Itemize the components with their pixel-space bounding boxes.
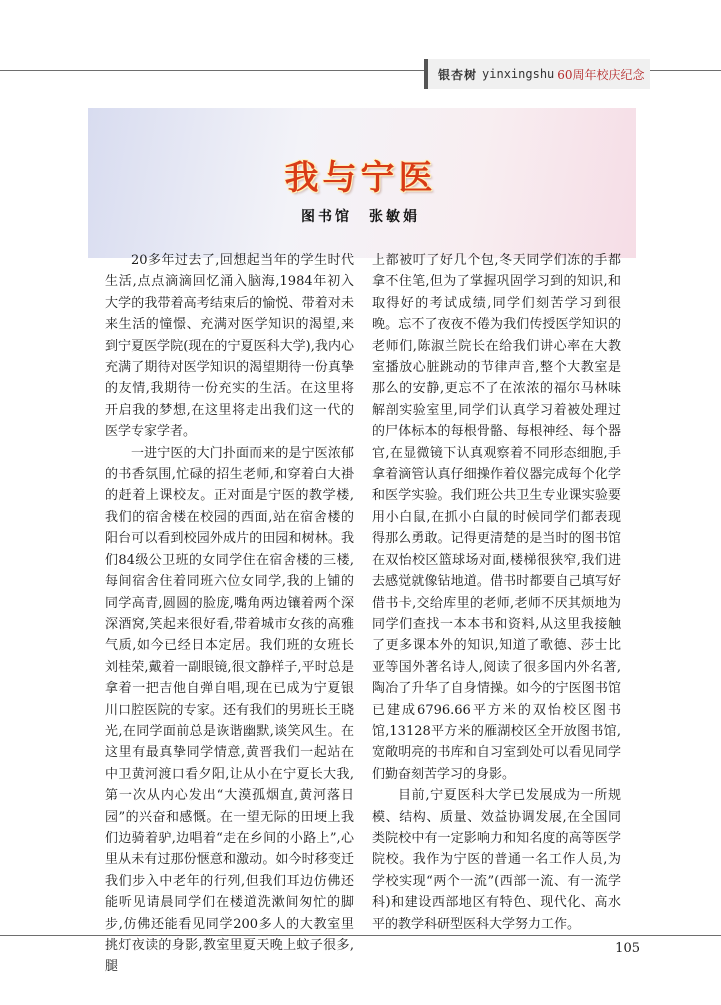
article-byline: 图书馆 张敏娟 bbox=[301, 209, 420, 225]
paragraph-continued: 上都被叮了好几个包,冬天同学们冻的手都拿不住笔,但为了掌握巩固学习到的知识,和取得好的考试成绩,同学们刻苦学习到很晚。忘不了夜夜不倦为我们传授医学知识的老师们,陈淑兰院长在给我们讲心率在大教室播放心脏跳动的节律声音,整个大教室是那么的安静,更忘不了在浓浓的福尔马林味解剖实验室里,同学们认真学习着被处理过的尸体标本的每根骨骼、每根神经、每个器官,在显微镜下认真观察着不同形态细胞,手拿着滴管认真仔细操作着仪器完成每个化学和医学实验。我们班公共卫生专业课实验要用小白鼠,在抓小白鼠的时候同学们都表现得那么勇敢。记得更清楚的是当时的图书馆在双怡校区篮球场对面,楼梯很狭窄,我们进去感觉就像钻地道。借书时都要自己填写好借书卡,交给库里的老师,老师不厌其烦地为同学们查找一本本书和资料,从这里我接触了更多课本外的知识,知道了歌德、莎士比亚等国外著名诗人,阅读了很多国内外名著,陶冶了升华了自身情操。如今的宁医图书馆已建成6796.66平方米的双怡校区图书馆,13128平方米的雁湖校区全开放图书馆,宽敞明亮的书库和自习室到处可以看见同学们勤奋刻苦学习的身影。 bbox=[372, 253, 621, 782]
article-title: 我与宁医 bbox=[284, 158, 437, 198]
footer-rule bbox=[0, 935, 721, 936]
header-journal-pinyin: yinxingshu bbox=[482, 67, 555, 81]
article-column-right bbox=[372, 250, 621, 935]
header-journal-name: 银杏树 bbox=[438, 67, 478, 82]
paragraph: 目前,宁夏医科大学已发展成为一所规模、结构、质量、效益协调发展,在全国同类院校中有一定影响力和知名度的高等医学院校。我作为宁医的普通一名工作人员,为学校实现“两个一流”(西部一流、有一流学科)和建设西部地区有特色、现代化、高水平的教学科研型医科大学努力工作。 bbox=[372, 788, 621, 932]
running-header bbox=[424, 59, 650, 89]
page-number: 105 bbox=[615, 941, 640, 956]
paragraph: 20多年过去了,回想起当年的学生时代生活,点点滴滴回忆涌入脑海,1984年初入大学的我带着高考结束后的愉悦、带着对未来生活的憧憬、充满对医学知识的渴望,来到宁夏医学院(现在的宁夏医科大学),我内心充满了期待对医学知识的渴望期待一份真挚的友情,我期待一份充实的生活。在这里将开启我的梦想,在这里将走出我们这一代的医学专家学者。 bbox=[105, 253, 354, 440]
article-column-left bbox=[105, 250, 354, 978]
header-anniversary: 60周年校庆纪念 bbox=[557, 67, 645, 82]
paragraph: 一进宁医的大门扑面而来的是宁医浓郁的书香氛围,忙碌的招生老师,和穿着白大褂的赶着上课校友。正对面是宁医的教学楼,我们的宿舍楼在校园的西面,站在宿舍楼的阳台可以看到校园外成片的田园和树林。我们84级公卫班的女同学住在宿舍楼的三楼,每间宿舍住着同班六位女同学,我的上铺的同学高青,圆圆的脸庞,嘴角两边镶着两个深深酒窝,笑起来很好看,带着城市女孩的高雅气质,如今已经日本定居。我们班的女班长刘桂荣,戴着一副眼镜,很文静样子,平时总是拿着一把吉他自弹自唱,现在已成为宁夏银川口腔医院的专家。还有我们的男班长王晓光,在同学面前总是诙谐幽默,谈笑风生。在这里有最真挚同学情意,黄晋我们一起站在中卫黄河渡口看夕阳,让从小在宁夏长大我,第一次从内心发出“大漠孤烟直,黄河落日园”的兴奋和感慨。在一望无际的田埂上我们边骑着驴,边唱着“走在乡间的小路上”,心里从未有过那份惬意和激动。如今时移变迁我们步入中老年的行列,但我们耳边仿佛还能听见请晨同学们在楼道洗漱间匆忙的脚步,仿佛还能看见同学200多人的大教室里挑灯夜读的身影,教室里夏天晚上蚊子很多,腿 bbox=[105, 445, 354, 975]
